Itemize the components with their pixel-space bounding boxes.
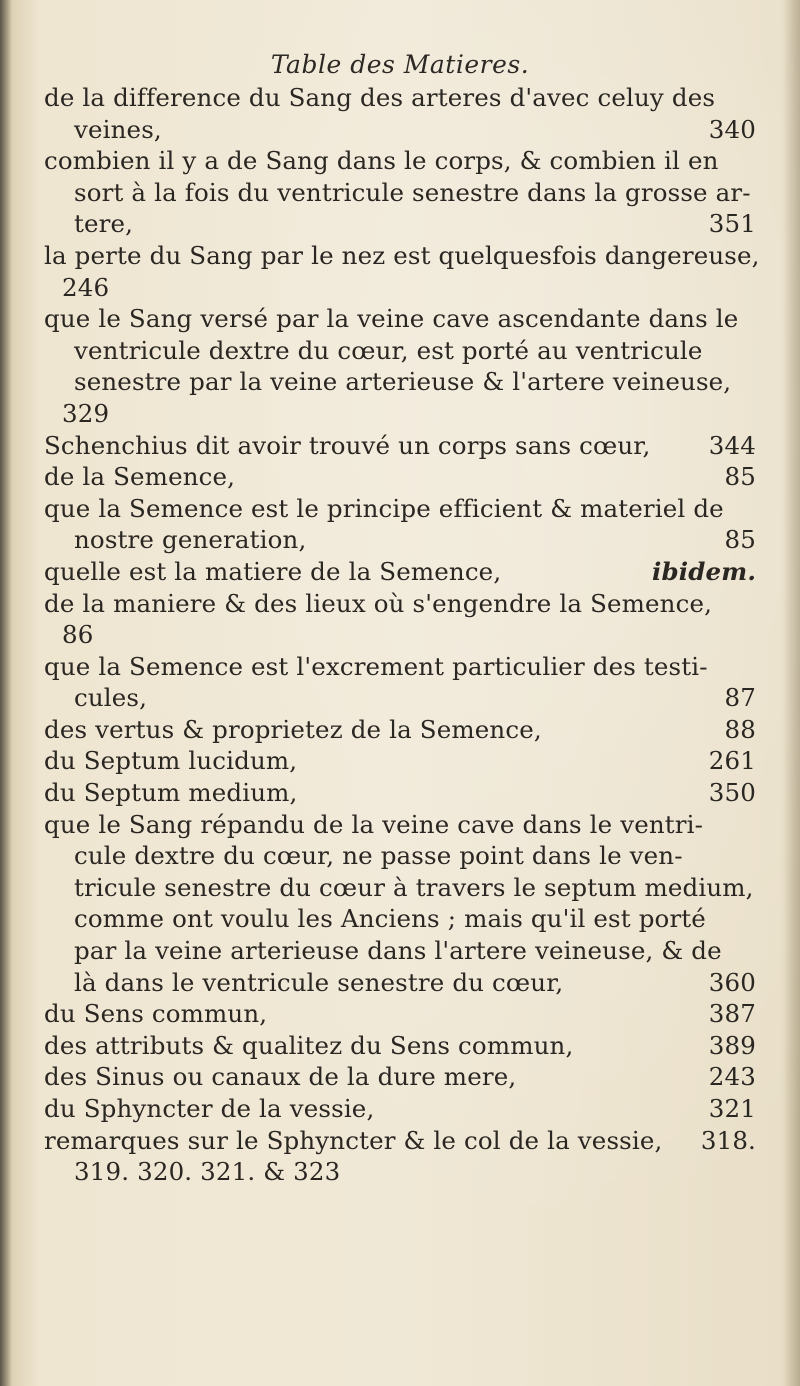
- index-line: [44, 493, 756, 525]
- index-line-text: senestre par la veine arterieuse & l'artere veineuse,: [74, 367, 732, 397]
- index-line: [44, 1125, 756, 1157]
- index-line-text: du Sens commun,: [44, 999, 268, 1029]
- page-number: 88: [724, 714, 756, 744]
- index-line: [44, 714, 756, 746]
- index-line: [44, 524, 756, 556]
- index-line-text: de la Semence,: [44, 462, 236, 492]
- index-line: [44, 556, 756, 588]
- index-line-text: là dans le ventricule senestre du cœur,: [74, 967, 564, 997]
- index-line-text: 319. 320. 321. & 323: [74, 1157, 341, 1187]
- page-number: 321: [708, 1094, 756, 1123]
- index-line-text: tricule senestre du cœur à travers le septum medium,: [74, 872, 754, 902]
- index-line: [44, 872, 756, 904]
- index-entries: [44, 82, 760, 1188]
- running-header: Table des Matieres.: [270, 50, 530, 79]
- index-line: [44, 1156, 756, 1188]
- index-line-text: du Septum lucidum,: [44, 746, 298, 776]
- index-line: [44, 240, 760, 272]
- page-number: 87: [724, 683, 756, 713]
- page-number: 350: [708, 778, 756, 808]
- index-line-text: veines,: [74, 114, 162, 144]
- index-line-text: des Sinus ou canaux de la dure mere,: [44, 1062, 517, 1092]
- index-line-text: comme ont voulu les Anciens ; mais qu'il est porté: [74, 904, 706, 934]
- index-line-text: que la Semence est l'excrement particulier des testi-: [44, 651, 708, 681]
- page-number: 340: [708, 114, 756, 144]
- index-line-text: que le Sang répandu de la veine cave dans le ventri-: [44, 809, 704, 839]
- page-number: 261: [708, 746, 756, 776]
- index-line: [44, 903, 756, 935]
- index-line-text: de la difference du Sang des arteres d'avec celuy des: [44, 83, 716, 112]
- index-line-text: des vertus & proprietez de la Semence,: [44, 714, 542, 744]
- index-line: [44, 398, 756, 430]
- index-line: [44, 1030, 756, 1062]
- index-line: [44, 335, 756, 367]
- index-line-text: ventricule dextre du cœur, est porté au ventricule: [74, 335, 703, 365]
- index-line: [44, 682, 756, 714]
- index-line-text: 246: [62, 272, 110, 302]
- index-line-text: combien il y a de Sang dans le corps, & combien il en: [44, 146, 719, 176]
- index-line-text: de la maniere & des lieux où s'engendre la Semence,: [44, 588, 713, 618]
- page-number: 387: [708, 999, 756, 1029]
- index-line: [44, 967, 756, 999]
- index-line-text: des attributs & qualitez du Sens commun,: [44, 1030, 574, 1060]
- index-line-text: 86: [62, 620, 94, 650]
- index-line: [44, 177, 756, 209]
- index-line: [44, 82, 756, 114]
- page-binding-edge: [0, 0, 12, 1386]
- index-line: [44, 777, 756, 809]
- index-line: [44, 840, 756, 872]
- index-line: [44, 208, 756, 240]
- index-line: [44, 745, 756, 777]
- index-line-text: nostre generation,: [74, 525, 307, 555]
- page-number: ibidem.: [652, 556, 756, 586]
- index-line-text: 329: [62, 398, 110, 428]
- page-outer-edge: [784, 0, 800, 1386]
- index-line: [44, 619, 756, 651]
- index-line-text: Schenchius dit avoir trouvé un corps sans cœur,: [44, 430, 651, 460]
- index-line: [44, 809, 756, 841]
- index-line: [44, 998, 756, 1030]
- index-line: [44, 303, 756, 335]
- index-line: [44, 145, 756, 177]
- page-number: 344: [708, 430, 756, 460]
- index-line: [44, 114, 756, 146]
- page-number: 85: [724, 525, 756, 555]
- index-line-text: quelle est la matiere de la Semence,: [44, 556, 502, 586]
- page-number: 243: [708, 1062, 756, 1092]
- index-line: [44, 272, 756, 304]
- index-line-text: par la veine arterieuse dans l'artere veineuse, & de: [74, 936, 722, 966]
- index-line: [44, 461, 756, 493]
- index-line-text: sort à la fois du ventricule senestre dans la grosse ar-: [74, 177, 751, 207]
- page-number: 389: [708, 1030, 756, 1060]
- index-line-text: la perte du Sang par le nez est quelquesfois dangereuse,: [44, 240, 760, 270]
- page-number: 351: [708, 209, 756, 239]
- index-line: [44, 1093, 756, 1125]
- index-line-text: tere,: [74, 209, 134, 239]
- index-line-text: que la Semence est le principe efficient & materiel de: [44, 493, 724, 523]
- index-line-text: que le Sang versé par la veine cave ascendante dans le: [44, 304, 739, 334]
- page-number: 360: [708, 967, 756, 997]
- index-line-text: cule dextre du cœur, ne passe point dans le ven-: [74, 841, 683, 871]
- page-number: 318.: [700, 1125, 756, 1155]
- page-number: 85: [724, 462, 756, 492]
- index-line: [44, 935, 756, 967]
- index-line: [44, 651, 756, 683]
- index-line-text: du Sphyncter de la vessie,: [44, 1094, 375, 1123]
- index-line: [44, 588, 756, 620]
- index-line-text: du Septum medium,: [44, 778, 298, 808]
- index-line: [44, 430, 756, 462]
- index-line-text: cules,: [74, 683, 148, 713]
- index-line-text: remarques sur le Sphyncter & le col de la vessie,: [44, 1125, 663, 1155]
- index-line: [44, 1061, 756, 1093]
- index-line: [44, 366, 756, 398]
